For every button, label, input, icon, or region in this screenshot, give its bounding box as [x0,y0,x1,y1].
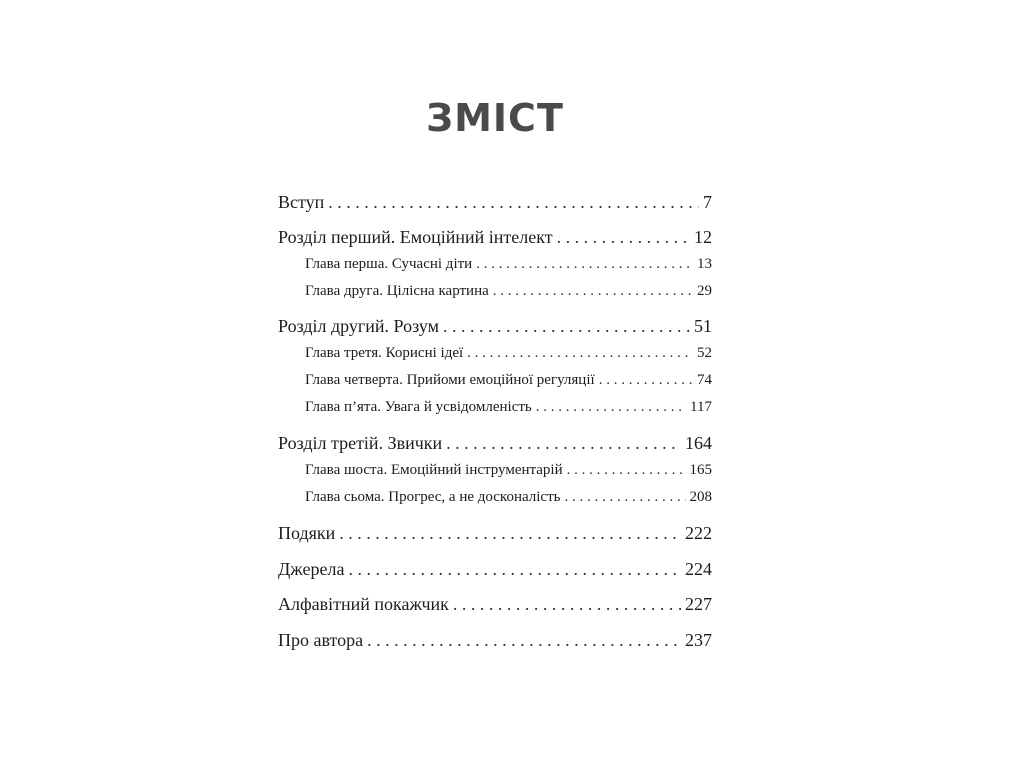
toc-leader-dots [564,489,685,506]
toc-entry-label: Глава четверта. Прийоми емоційної регуляції [305,372,595,388]
toc-entry-label: Розділ перший. Емоційний інтелект [278,227,553,247]
toc-entry-page: 13 [697,256,712,272]
toc-entry-label: Джерела [278,559,345,579]
toc-entry-label: Глава п’ята. Увага й усвідомленість [305,399,532,415]
toc-leader-dots [536,399,686,416]
toc-entry-page: 224 [685,559,712,579]
toc-leader-dots [557,227,690,248]
toc-entry-about-author[interactable] [278,630,712,651]
toc-leader-dots [467,345,693,362]
toc-entry-page: 164 [685,433,712,453]
toc-entry-page: 208 [689,489,712,505]
toc-leader-dots [348,559,681,580]
toc-entry-acknowledgements[interactable] [278,523,712,544]
toc-entry-chapter-2[interactable] [278,283,712,300]
toc-entry-part-1[interactable] [278,227,712,248]
toc-entry-part-2[interactable] [278,316,712,337]
toc-leader-dots [328,192,699,213]
toc-leader-dots [443,316,690,337]
toc-entry-page: 237 [685,630,712,650]
toc-entry-chapter-5[interactable] [278,399,712,416]
toc-entry-label: Глава сьома. Прогрес, а не досконалість [305,489,561,505]
toc-entry-sources[interactable] [278,559,712,580]
toc-leader-dots [446,433,681,454]
toc-leader-dots [599,372,693,389]
toc-entry-label: Глава третя. Корисні ідеї [305,345,464,361]
toc-entry-label: Подяки [278,523,336,543]
toc-entry-page: 165 [689,462,712,478]
toc-entry-page: 222 [685,523,712,543]
toc-leader-dots [339,523,681,544]
toc-entry-label: Алфавітний покажчик [278,594,449,614]
toc-entry-page: 227 [685,594,712,614]
toc-entry-chapter-6[interactable] [278,462,712,479]
toc-entry-page: 74 [697,372,712,388]
toc-entry-page: 51 [694,316,712,336]
toc-entry-label: Розділ другий. Розум [278,316,440,336]
toc-entry-page: 52 [697,345,712,361]
toc-entry-label: Про автора [278,630,364,650]
toc-entry-label: Глава перша. Сучасні діти [305,256,473,272]
toc-entry-chapter-4[interactable] [278,372,712,389]
toc-entry-index[interactable] [278,594,712,615]
toc-entry-label: Розділ третій. Звички [278,433,443,453]
toc-entry-label: Глава шоста. Емоційний інструментарій [305,462,563,478]
toc-leader-dots [493,283,693,300]
toc-leader-dots [567,462,686,479]
toc-leader-dots [367,630,681,651]
toc-entry-intro[interactable] [278,192,712,213]
toc-entry-part-3[interactable] [278,433,712,454]
toc-leader-dots [476,256,693,273]
toc-leader-dots [453,594,681,615]
toc-entry-page: 7 [703,192,712,212]
toc-entry-page: 117 [690,399,712,415]
toc-entry-label: Глава друга. Цілісна картина [305,283,489,299]
toc-entry-chapter-7[interactable] [278,489,712,506]
toc-entry-page: 29 [697,283,712,299]
toc-entry-page: 12 [694,227,712,247]
toc-entry-chapter-3[interactable] [278,345,712,362]
toc-entry-label: Вступ [278,192,325,212]
toc-entry-chapter-1[interactable] [278,256,712,273]
page-title: ЗМІСТ [426,96,564,140]
